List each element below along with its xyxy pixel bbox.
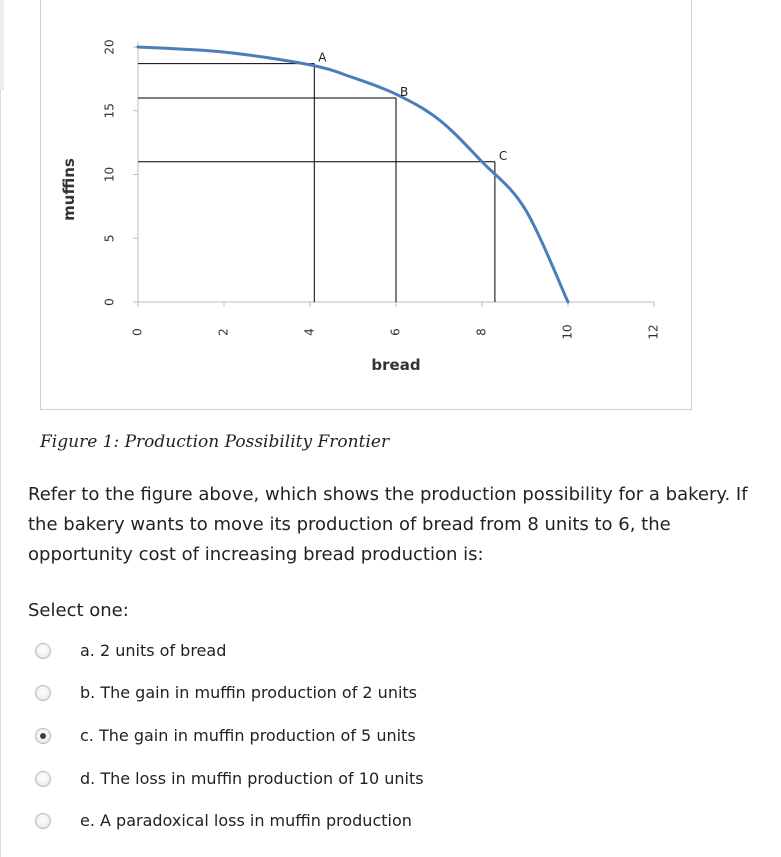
option-e[interactable] — [0, 805, 600, 839]
point-label: B — [400, 85, 409, 99]
x-axis-label: bread — [371, 356, 421, 374]
ppf-curve — [138, 47, 568, 302]
figure-caption: Figure 1: Production Possibility Frontier — [40, 432, 390, 452]
option-e-label[interactable]: e. A paradoxical loss in muffin production — [80, 811, 412, 830]
x-tick-label: 10 — [560, 324, 575, 340]
y-tick-label: 20 — [102, 39, 117, 55]
radio-option-a[interactable] — [35, 643, 51, 659]
option-a[interactable] — [0, 635, 600, 669]
option-c-label[interactable]: c. The gain in muffin production of 5 units — [80, 726, 416, 745]
y-axis-label: muffins — [60, 158, 78, 221]
chart-frame — [40, 0, 692, 410]
x-tick-label: 2 — [216, 328, 231, 336]
option-c[interactable] — [0, 720, 600, 754]
point-label: A — [318, 50, 327, 65]
point-label: C — [498, 148, 508, 163]
y-tick-label: 10 — [102, 166, 117, 183]
radio-option-e[interactable] — [35, 813, 51, 829]
y-tick-label: 0 — [102, 298, 117, 306]
option-b[interactable] — [0, 677, 600, 711]
question-text: Refer to the figure above, which shows the production possibility for a bakery. If the bakery wants to move its production of bread from 8 units to 6, the opportunity cost of increasing bread production is: — [28, 484, 748, 565]
x-tick-label: 0 — [130, 328, 145, 336]
option-d-label[interactable]: d. The loss in muffin production of 10 units — [80, 769, 424, 788]
radio-option-b[interactable] — [35, 685, 51, 701]
radio-option-d[interactable] — [35, 771, 51, 787]
x-tick-label: 8 — [474, 328, 489, 336]
ppf-chart — [41, 0, 693, 410]
x-tick-label: 4 — [302, 328, 317, 336]
option-d[interactable] — [0, 763, 600, 797]
y-tick-label: 5 — [102, 234, 117, 243]
radio-option-c[interactable] — [35, 728, 51, 744]
x-tick-label: 12 — [646, 324, 661, 340]
select-one-label: Select one: — [28, 600, 129, 621]
option-b-label[interactable]: b. The gain in muffin production of 2 units — [80, 683, 418, 702]
y-tick-label: 15 — [102, 103, 117, 119]
option-a-label[interactable]: a. 2 units of bread — [80, 641, 227, 660]
page-left-accent — [0, 0, 4, 90]
x-tick-label: 6 — [388, 328, 403, 336]
